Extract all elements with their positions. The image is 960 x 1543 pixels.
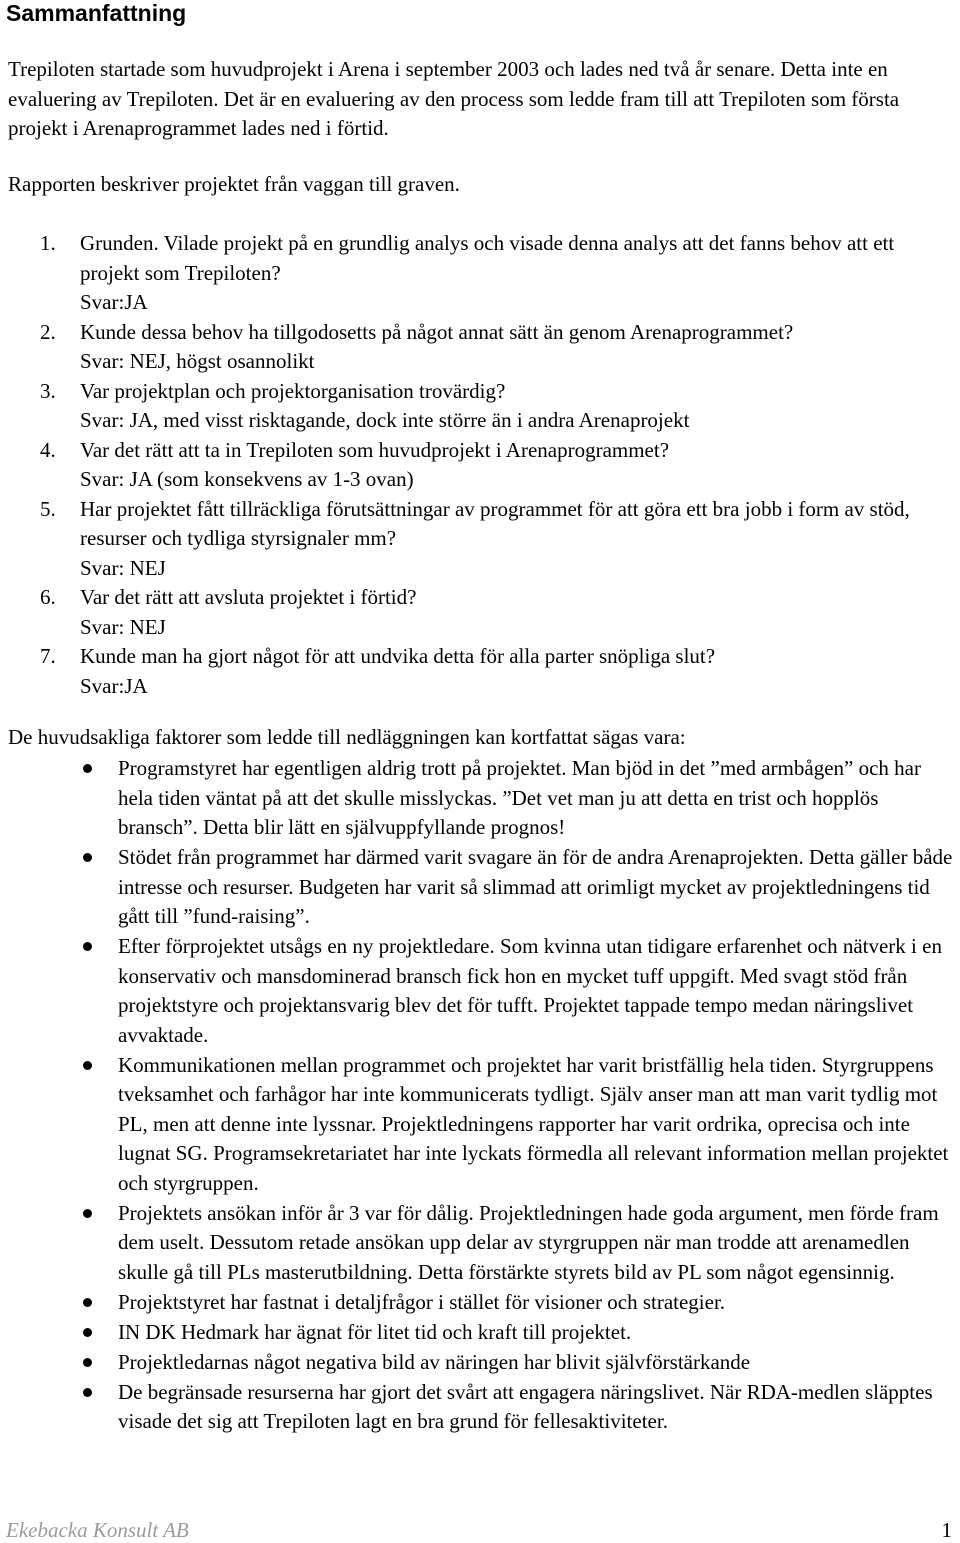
question-number: 4. [40,437,56,462]
bullet-icon [83,1209,92,1218]
factor-item [8,1348,958,1378]
answer-text: Svar: NEJ [80,555,166,580]
factor-item [8,843,958,932]
question-text: Kunde man ha gjort något för att undvika detta för alla parter snöpliga slut? [80,644,716,668]
bullet-icon [83,1061,92,1070]
intro-paragraph: Trepiloten startade som huvudprojekt i Arena i september 2003 och lades ned två år senare. Detta inte en evaluering av Trepiloten. Det är en evaluering av den process som ledde fram till att Trepiloten som första projekt i Arenaprogrammet lades ned i förtid. [8,57,900,140]
answer-text: Svar: JA (som konsekvens av 1-3 ovan) [80,467,414,491]
factor-item [8,1199,958,1288]
answer-text: Svar: NEJ, högst osannolikt [80,349,315,373]
answer-text: Svar: NEJ [80,614,166,639]
factor-item [8,1378,958,1437]
question-number: 1. [40,231,56,255]
factor-item [8,1288,958,1318]
factor-item [8,754,958,843]
question-item [8,377,958,436]
question-text: Var projektplan och projektorganisation trovärdig? [80,378,506,403]
factor-text: Kommunikationen mellan programmet och projektet har varit bristfällig hela tiden. Styrgruppens tveksamhet och farhågor har inte kommunicerats tydligt. Själv anser man att man varit tydlig mot PL, men att denne inte lyssnar. Projektledningens rapporter har varit ordrika, oprecisa och inte lugnat SG. Programsekretariatet har inte lyckats förmedla all relevant information mellan projektet och styrgruppen. [118,1052,949,1195]
question-text: Var det rätt att avsluta projektet i förtid? [80,585,417,609]
question-number: 3. [40,378,56,403]
factor-text: Stödet från programmet har därmed varit svagare än för de andra Arenaprojekten. Detta gäller både intresse och resurser. Budgeten har varit så slimmad att orimligt mycket av projektledningens tid gått till ”fund-raising”. [118,845,953,928]
factor-text: Projektets ansökan inför år 3 var för dålig. Projektledningen hade goda argument, men förde fram dem uselt. Dessutom retade ansökan upp delar av styrgruppen när man trodde att arenamedlen skulle gå till PLs masterutbildning. Detta förstärkte styrets bild av PL som något egensinnig. [118,1200,939,1284]
factor-text: Programstyret har egentligen aldrig trott på projektet. Man bjöd in det ”med armbågen” och har hela tiden väntat på att det skulle misslyckas. ”Det vet man ju att detta en trist och hopplös bransch”. Detta blir lätt en självuppfyllande prognos! [118,756,921,839]
question-number: 7. [40,644,56,668]
question-item [8,436,958,495]
bullet-icon [83,1298,92,1307]
question-item [8,495,958,584]
question-item [8,642,958,701]
question-text: Var det rätt att ta in Trepiloten som huvudprojekt i Arenaprogrammet? [80,437,670,462]
question-text: Kunde dessa behov ha tillgodosetts på något annat sätt än genom Arenaprogrammet? [80,319,794,344]
question-item [8,318,958,377]
page-number: 1 [941,1518,952,1542]
factors-intro: De huvudsakliga faktorer som ledde till nedläggningen kan kortfattat sägas vara: [8,725,686,749]
question-number: 5. [40,496,56,521]
bullet-icon [83,1388,92,1397]
factors-list [8,754,958,1437]
question-text: Har projektet fått tillräckliga förutsättningar av programmet för att göra ett bra jobb i form av stöd, resurser och tydliga styrsignaler mm? [80,496,910,550]
factor-text: Efter förprojektet utsågs en ny projektledare. Som kvinna utan tidigare erfarenhet och nätverk i en konservativ och mansdominerad bransch fick hon en mycket tuff uppgift. Med svagt stöd från projektstyre och projektansvarig blev det för tufft. Projektet tappade tempo medan näringslivet avvaktade. [118,934,942,1047]
bullet-icon [83,1328,92,1337]
bullet-icon [83,942,92,951]
bullet-icon [83,853,92,862]
questions-list [8,229,958,701]
factor-text: IN DK Hedmark har ägnat för litet tid och kraft till projektet. [118,1319,632,1344]
answer-text: Svar: JA, med visst risktagande, dock inte större än i andra Arenaprojekt [80,408,690,432]
factor-item [8,932,958,1050]
answer-text: Svar:JA [80,290,148,314]
footer-company: Ekebacka Konsult AB [6,1518,189,1542]
factor-text: De begränsade resurserna har gjort det svårt att engagera näringslivet. När RDA-medlen släpptes visade det sig att Trepiloten lagt en bra grund för fellesaktiviteter. [118,1379,933,1433]
section-heading: Sammanfattning [6,0,187,26]
factor-item [8,1051,958,1199]
factor-text: Projektledarnas något negativa bild av näringen har blivit självförstärkande [118,1349,751,1374]
question-item [8,583,958,642]
factor-text: Projektstyret har fastnat i detaljfrågor i stället för visioner och strategier. [118,1289,726,1314]
question-text: Grunden. Vilade projekt på en grundlig analys och visade denna analys att det fanns behov att ett projekt som Trepiloten? [80,231,895,285]
factor-item [8,1318,958,1348]
summary-line: Rapporten beskriver projektet från vaggan till graven. [8,172,460,196]
question-item [8,229,958,318]
bullet-icon [83,764,92,773]
bullet-icon [83,1358,92,1367]
answer-text: Svar:JA [80,673,148,698]
question-number: 6. [40,585,56,609]
question-number: 2. [40,319,56,344]
